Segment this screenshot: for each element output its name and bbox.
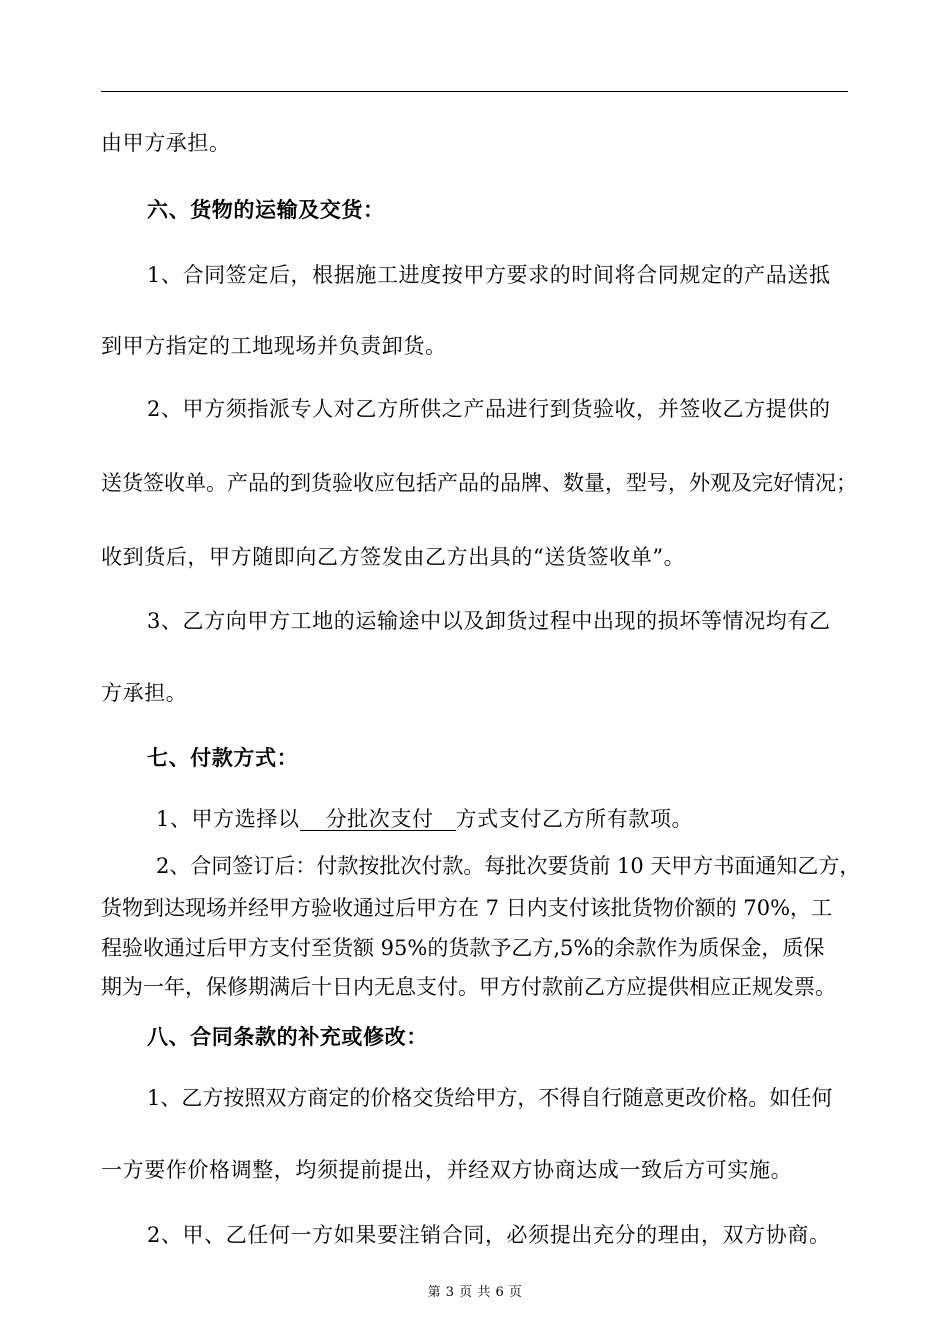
payment-method-fill-blank: 分批次支付	[300, 808, 456, 831]
paragraph-line: 2、合同签订后：付款按批次付款。每批次要货前 10 天甲方书面通知乙方，	[156, 854, 861, 878]
paragraph-line: 方承担。	[101, 681, 188, 705]
paragraph-line: 期为一年，保修期满后十日内无息支付。甲方付款前乙方应提供相应正规发票。	[101, 975, 836, 999]
paragraph-line: 2、甲、乙任何一方如果要注销合同，必须提出充分的理由，双方协商。	[147, 1223, 831, 1247]
paragraph-line: 一方要作价格调整，均须提前提出，并经双方协商达成一致后方可实施。	[101, 1158, 793, 1182]
paragraph-line: 2、甲方须指派专人对乙方所供之产品进行到货验收，并签收乙方提供的	[147, 397, 831, 421]
paragraph-line: 送货签收单。产品的到货验收应包括产品的品牌、数量，型号，外观及完好情况；	[101, 471, 857, 495]
paragraph-line: 3、乙方向甲方工地的运输途中以及卸货过程中出现的损坏等情况均有乙	[147, 609, 831, 633]
paragraph-line: 1、乙方按照双方商定的价格交货给甲方，不得自行随意更改价格。如任何	[147, 1086, 833, 1110]
header-rule	[101, 91, 848, 92]
section-heading-7: 七、付款方式：	[147, 745, 299, 770]
page-number: 第 3 页 共 6 页	[427, 1285, 523, 1300]
section-heading-8: 八、合同条款的补充或修改：	[147, 1024, 428, 1049]
paragraph-line: 1、合同签定后，根据施工进度按甲方要求的时间将合同规定的产品送抵	[147, 263, 831, 287]
payment-method-suffix: 方式支付乙方所有款项。	[455, 807, 694, 831]
payment-method-prefix: 1、甲方选择以	[156, 807, 300, 831]
paragraph-line: 收到货后，甲方随即向乙方签发由乙方出具的“送货签收单”。	[101, 545, 686, 569]
paragraph-line: 货物到达现场并经甲方验收通过后甲方在 7 日内支付该批货物价额的 70%，工	[101, 896, 833, 920]
paragraph-line: 程验收通过后甲方支付至货额 95%的货款予乙方,5%的余款作为质保金，质保	[101, 936, 825, 960]
paragraph-line: 由甲方承担。	[101, 131, 231, 155]
section-heading-6: 六、货物的运输及交货：	[147, 197, 385, 222]
paragraph-line: 到甲方指定的工地现场并负责卸货。	[101, 334, 447, 358]
payment-method-line	[156, 806, 693, 832]
